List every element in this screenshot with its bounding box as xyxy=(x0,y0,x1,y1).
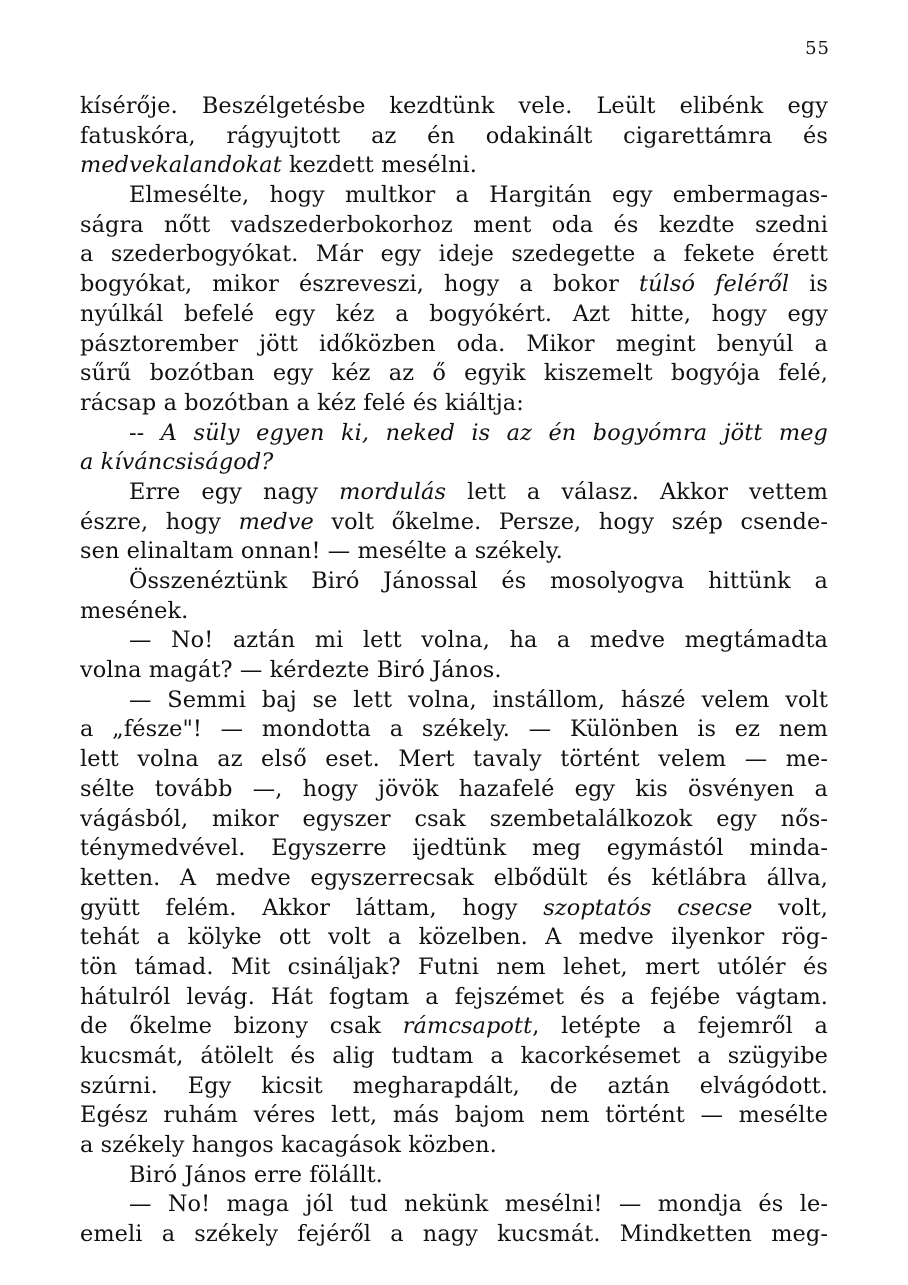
text-line: Egész ruhám véres lett, más bajom nem történt — mesélte xyxy=(80,1102,828,1129)
text-span: de őkelme bizony csak xyxy=(80,1013,403,1040)
text-line: a székely hangos kacagások közben. xyxy=(80,1132,497,1159)
text-line xyxy=(80,270,828,300)
italic-phrase: szoptatós csecse xyxy=(543,894,753,921)
text-span: Erre egy nagy xyxy=(129,478,340,505)
text-line: ketten. A medve egyszerrecsak elbődült és kétlábra állva, xyxy=(80,864,828,891)
italic-phrase: medve xyxy=(238,508,314,535)
text-line: Biró János erre fölállt. xyxy=(129,1161,383,1188)
text-line: volna magát? — kérdezte Biró János. xyxy=(80,657,502,684)
text-line xyxy=(80,448,828,478)
text-line: ténymedvével. Egyszerre ijedtünk meg egymástól minda- xyxy=(80,835,828,862)
text-span: is xyxy=(789,271,828,298)
text-span: észre, hogy xyxy=(80,508,239,535)
text-line: kucsmát, átölelt és alig tudtam a kacorkésemet a szügyibe xyxy=(80,1043,828,1069)
text-line: rácsap a bozótban a kéz felé és kiáltja: xyxy=(80,389,524,416)
text-line: ságra nőtt vadszederbokorhoz ment oda és kezdte szedni xyxy=(80,211,828,238)
text-line xyxy=(80,419,828,449)
text-span: bogyókat, mikor észreveszi, hogy a bokor xyxy=(80,271,639,298)
text-line: — No! aztán mi lett volna, ha a medve megtámadta xyxy=(129,627,828,654)
text-line xyxy=(80,894,828,924)
text-line: Összenéztünk Biró Jánossal és mosolyogva hittünk a xyxy=(129,568,828,594)
text-line: a szederbogyókat. Már egy ideje szedegette a fekete érett xyxy=(80,241,828,268)
text-line: sen elinaltam onnan! — mesélte a székely. xyxy=(80,538,563,565)
text-line: vágásból, mikor egyszer csak szembetalálkozok egy nős- xyxy=(80,805,828,832)
italic-phrase: medvekalandokat xyxy=(80,152,282,179)
italic-phrase: túlsó feléről xyxy=(639,271,790,298)
text-line: a „fésze"! — mondotta a székely. — Különben is ez nem xyxy=(80,716,828,743)
text-line xyxy=(80,1012,828,1042)
text-line xyxy=(80,151,828,181)
text-line: sélte tovább —, hogy jövök hazafelé egy kis ösvényen a xyxy=(80,775,828,802)
text-line: hátulról levág. Hát fogtam a fejszémet és a fejébe vágtam. xyxy=(80,983,828,1010)
text-line xyxy=(80,478,828,508)
italic-phrase: A süly egyen ki, neked is az én bogyómra jött meg xyxy=(160,419,828,446)
text-span: gyütt felém. Akkor láttam, hogy xyxy=(80,894,544,921)
text-line: Elmesélte, hogy multkor a Hargitán egy embermagas- xyxy=(129,182,828,209)
body-text xyxy=(80,92,828,1250)
text-line: mesének. xyxy=(80,597,189,624)
text-line: tehát a kölyke ott volt a közelben. A medve ilyenkor rög- xyxy=(80,924,828,951)
text-line: nyúlkál befelé egy kéz a bogyókért. Azt hitte, hogy egy xyxy=(80,300,828,327)
text-line: emeli a székely fejéről a nagy kucsmát. Mindketten meg- xyxy=(80,1221,828,1248)
text-line: — No! maga jól tud nekünk mesélni! — mondja és le- xyxy=(129,1191,828,1218)
text-line: sűrű bozótban egy kéz az ő egyik kiszemelt bogyója felé, xyxy=(80,360,828,387)
italic-phrase: rámcsapott xyxy=(402,1013,533,1040)
text-span: volt, xyxy=(752,894,828,921)
text-span: volt őkelme. Persze, hogy szép csende- xyxy=(313,508,828,535)
text-line: fatuskóra, rágyujtott az én odakinált cigarettámra és xyxy=(80,122,828,149)
text-span: lett a válasz. Akkor vettem xyxy=(446,478,828,505)
text-span: -- xyxy=(129,419,161,446)
italic-phrase: mordulás xyxy=(339,478,447,505)
text-line: pásztorember jött időközben oda. Mikor megint benyúl a xyxy=(80,330,828,357)
page-number: 55 xyxy=(805,38,830,59)
text-line: — Semmi baj se lett volna, instállom, hászé velem volt xyxy=(129,686,828,713)
text-span: , letépte a fejemről a xyxy=(532,1013,828,1040)
text-span: kezdett mesélni. xyxy=(281,152,478,179)
text-line xyxy=(80,508,828,538)
text-line: lett volna az első eset. Mert tavaly történt velem — me- xyxy=(80,746,828,773)
text-line: szúrni. Egy kicsit megharapdált, de aztán elvágódott. xyxy=(80,1072,828,1099)
italic-phrase: a kíváncsiságod? xyxy=(80,449,274,476)
text-line: kísérője. Beszélgetésbe kezdtünk vele. Leült elibénk egy xyxy=(80,93,828,119)
text-line: tön támad. Mit csináljak? Futni nem lehet, mert utólér és xyxy=(80,953,828,980)
